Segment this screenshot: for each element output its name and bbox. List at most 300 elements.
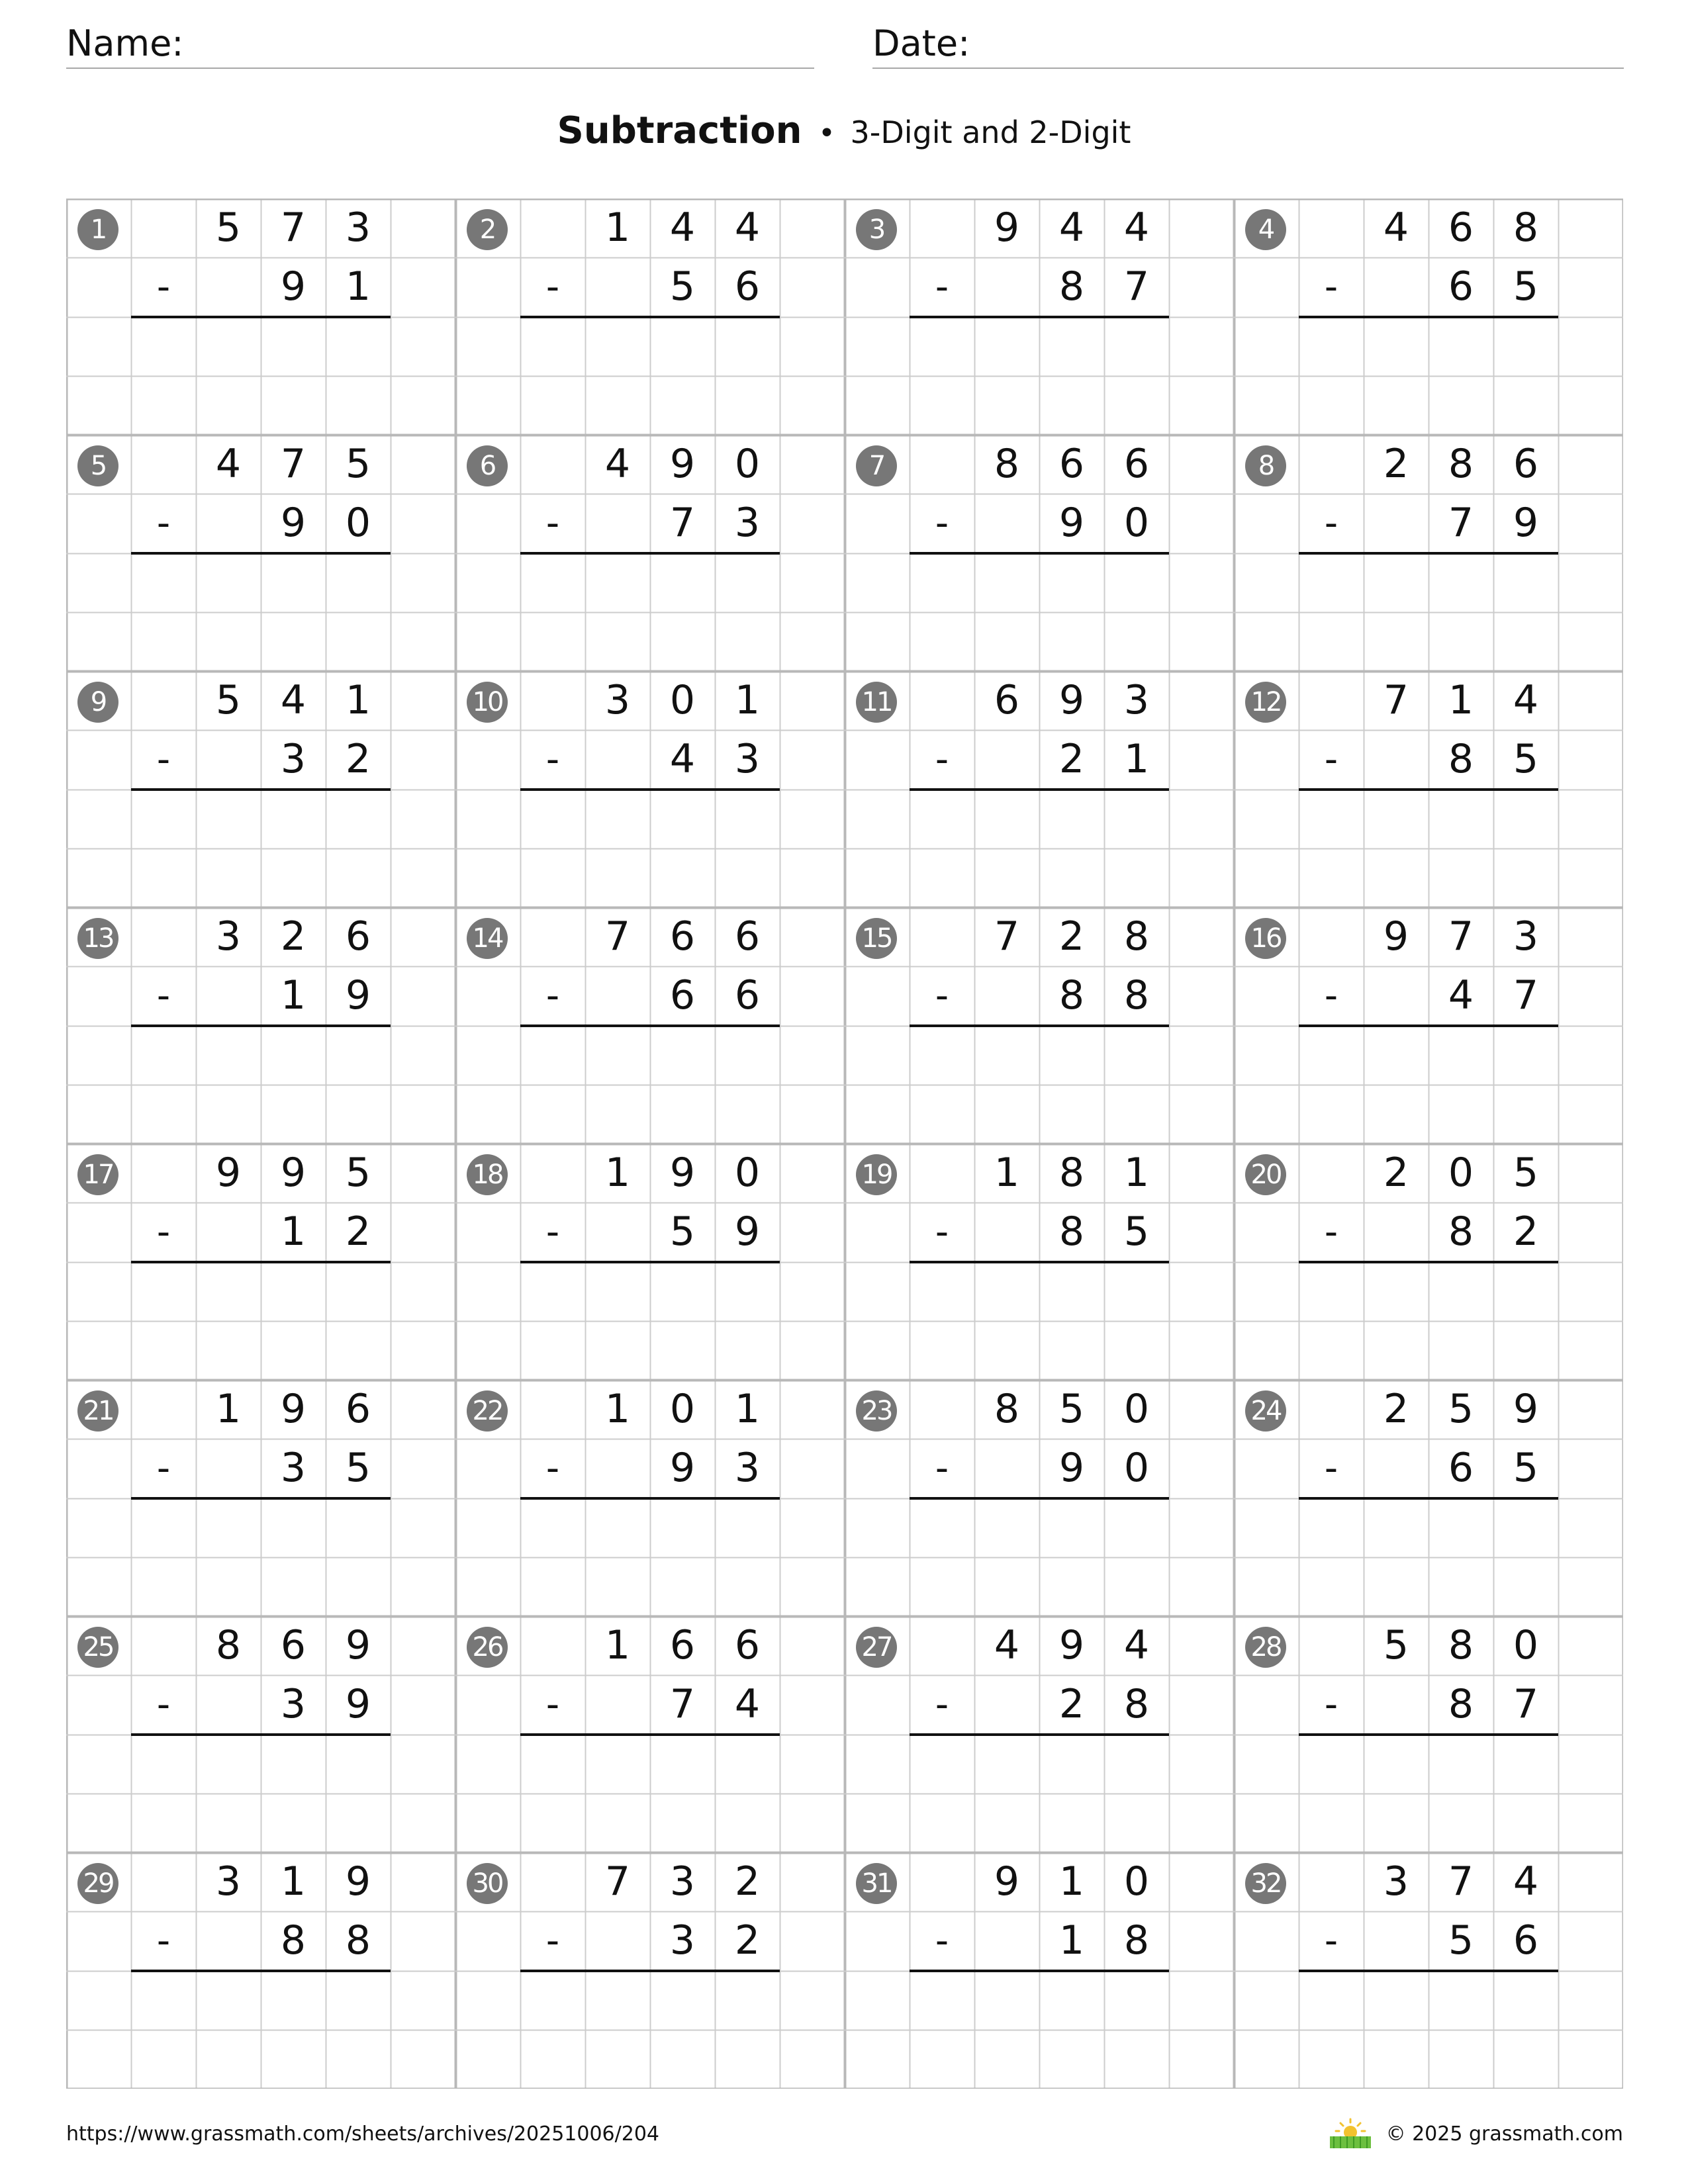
problem-cell — [66, 1380, 455, 1616]
answer-line — [131, 1024, 391, 1027]
problem-cell — [66, 435, 455, 671]
minuend-digit: 4 — [1513, 1858, 1539, 1905]
subtrahend-digit: 6 — [1448, 1445, 1474, 1492]
problem-cell — [66, 1852, 455, 2089]
minuend-digit: 9 — [215, 1150, 242, 1196]
problem-number-badge: 12 — [1245, 682, 1286, 723]
subtrahend-digit: 7 — [669, 500, 696, 547]
problem-cell — [455, 907, 845, 1144]
minuend-digit: 4 — [1383, 205, 1409, 251]
problem-number-badge: 19 — [856, 1154, 897, 1195]
answer-line — [131, 316, 391, 318]
problem-cell — [66, 1144, 455, 1380]
minuend-digit: 9 — [1513, 1386, 1539, 1432]
problem-cell — [845, 1144, 1234, 1380]
minuend-digit: 0 — [669, 677, 696, 723]
minus-sign: - — [935, 265, 949, 309]
minuend-digit: 1 — [345, 677, 371, 723]
problem-number-badge: 11 — [856, 682, 897, 723]
minus-sign: - — [935, 1210, 949, 1254]
problem-number-badge: 7 — [856, 445, 897, 486]
subtrahend-digit: 8 — [1058, 263, 1085, 310]
minus-sign: - — [1324, 502, 1338, 545]
subtrahend-digit: 6 — [1448, 263, 1474, 310]
subtrahend-digit: 8 — [1448, 1681, 1474, 1728]
subtrahend-digit: 3 — [734, 1445, 761, 1492]
minuend-digit: 7 — [604, 1858, 631, 1905]
subtrahend-digit: 8 — [1058, 1208, 1085, 1255]
minuend-digit: 5 — [1058, 1386, 1085, 1432]
minuend-digit: 9 — [1058, 677, 1085, 723]
minuend-digit: 1 — [280, 1858, 306, 1905]
subtrahend-digit: 1 — [1058, 1917, 1085, 1964]
problem-cell — [455, 1852, 845, 2089]
minuend-digit: 2 — [1058, 913, 1085, 960]
name-label: Name: — [66, 23, 184, 64]
problem-cell — [455, 1616, 845, 1852]
minuend-digit: 4 — [1123, 1622, 1150, 1668]
minuend-digit: 8 — [1448, 1622, 1474, 1668]
problem-number-badge: 18 — [467, 1154, 508, 1195]
minus-sign: - — [545, 265, 560, 309]
subtrahend-digit: 7 — [1513, 1681, 1539, 1728]
answer-line — [131, 1261, 391, 1263]
minuend-digit: 7 — [1383, 677, 1409, 723]
problem-number-badge: 27 — [856, 1627, 897, 1668]
problem-cell — [1234, 1616, 1623, 1852]
answer-line — [910, 1733, 1169, 1736]
problem-cell — [1234, 1852, 1623, 2089]
problem-number-badge: 26 — [467, 1627, 508, 1668]
subtrahend-digit: 5 — [1513, 1445, 1539, 1492]
minus-sign: - — [1324, 1919, 1338, 1963]
problem-number-badge: 29 — [77, 1863, 118, 1904]
minuend-digit: 8 — [1123, 913, 1150, 960]
minuend-digit: 3 — [215, 1858, 242, 1905]
subtrahend-digit: 2 — [1058, 1681, 1085, 1728]
subtrahend-digit: 7 — [1123, 263, 1150, 310]
subtrahend-digit: 5 — [1123, 1208, 1150, 1255]
problem-cell — [455, 1144, 845, 1380]
subtrahend-digit: 2 — [345, 736, 371, 783]
answer-line — [1299, 1261, 1558, 1263]
minuend-digit: 3 — [1513, 913, 1539, 960]
minus-sign: - — [545, 1683, 560, 1727]
problem-number-badge: 1 — [77, 209, 118, 250]
answer-line — [1299, 552, 1558, 555]
subtrahend-digit: 0 — [345, 500, 371, 547]
subtrahend-digit: 9 — [280, 500, 306, 547]
minuend-digit: 7 — [280, 441, 306, 487]
minus-sign: - — [1324, 1683, 1338, 1727]
minuend-digit: 0 — [734, 441, 761, 487]
answer-line — [520, 552, 780, 555]
answer-line — [520, 316, 780, 318]
minus-sign: - — [545, 1447, 560, 1490]
minus-sign: - — [1324, 1210, 1338, 1254]
answer-line — [131, 1970, 391, 1972]
minuend-digit: 0 — [1123, 1386, 1150, 1432]
subtrahend-digit: 3 — [734, 736, 761, 783]
minuend-digit: 8 — [994, 441, 1020, 487]
minuend-digit: 1 — [604, 1386, 631, 1432]
minus-sign: - — [1324, 974, 1338, 1018]
subtrahend-digit: 2 — [734, 1917, 761, 1964]
worksheet-title — [0, 105, 1688, 160]
problem-cell — [845, 1616, 1234, 1852]
minuend-digit: 1 — [604, 1150, 631, 1196]
minus-sign: - — [935, 974, 949, 1018]
answer-line — [910, 552, 1169, 555]
date-label: Date: — [872, 23, 970, 64]
minuend-digit: 0 — [1513, 1622, 1539, 1668]
minuend-digit: 7 — [1448, 1858, 1474, 1905]
minuend-digit: 4 — [604, 441, 631, 487]
minus-sign: - — [1324, 265, 1338, 309]
minuend-digit: 1 — [1448, 677, 1474, 723]
problem-cell — [845, 1380, 1234, 1616]
subtrahend-digit: 9 — [734, 1208, 761, 1255]
minuend-digit: 3 — [215, 913, 242, 960]
minuend-digit: 9 — [280, 1386, 306, 1432]
subtrahend-digit: 0 — [1123, 500, 1150, 547]
subtrahend-digit: 7 — [1513, 972, 1539, 1019]
minuend-digit: 9 — [669, 441, 696, 487]
minuend-digit: 6 — [669, 913, 696, 960]
minus-sign: - — [156, 738, 171, 782]
minuend-digit: 3 — [604, 677, 631, 723]
problem-number-badge: 3 — [856, 209, 897, 250]
subtrahend-digit: 5 — [345, 1445, 371, 1492]
minus-sign: - — [935, 1919, 949, 1963]
problem-number-badge: 21 — [77, 1390, 118, 1432]
minuend-digit: 4 — [734, 205, 761, 251]
minus-sign: - — [545, 974, 560, 1018]
minus-sign: - — [1324, 1447, 1338, 1490]
problem-number-badge: 30 — [467, 1863, 508, 1904]
subtrahend-digit: 4 — [1448, 972, 1474, 1019]
answer-line — [1299, 1733, 1558, 1736]
answer-line — [131, 552, 391, 555]
title-separator: • — [818, 116, 835, 150]
answer-line — [910, 1497, 1169, 1500]
minuend-digit: 4 — [1058, 205, 1085, 251]
minuend-digit: 6 — [734, 913, 761, 960]
subtrahend-digit: 3 — [280, 736, 306, 783]
problem-cell — [455, 199, 845, 435]
problem-number-badge: 13 — [77, 918, 118, 959]
title-main: Subtraction — [557, 109, 802, 152]
problem-cell — [845, 907, 1234, 1144]
minuend-digit: 1 — [604, 1622, 631, 1668]
minuend-digit: 2 — [280, 913, 306, 960]
minuend-digit: 4 — [1123, 205, 1150, 251]
problem-cell — [455, 1380, 845, 1616]
subtrahend-digit: 8 — [1123, 1681, 1150, 1728]
problem-cell — [845, 671, 1234, 907]
answer-line — [910, 1261, 1169, 1263]
subtrahend-digit: 8 — [1058, 972, 1085, 1019]
answer-line — [1299, 1970, 1558, 1972]
answer-line — [910, 1970, 1169, 1972]
subtrahend-digit: 4 — [669, 736, 696, 783]
minuend-digit: 5 — [345, 1150, 371, 1196]
minuend-digit: 6 — [669, 1622, 696, 1668]
problem-cell — [66, 1616, 455, 1852]
answer-line — [910, 788, 1169, 791]
minus-sign: - — [545, 502, 560, 545]
problem-cell — [455, 671, 845, 907]
minuend-digit: 6 — [994, 677, 1020, 723]
answer-line — [520, 1497, 780, 1500]
problem-number-badge: 32 — [1245, 1863, 1286, 1904]
name-field[interactable] — [66, 20, 814, 69]
answer-line — [520, 1733, 780, 1736]
minuend-digit: 6 — [1123, 441, 1150, 487]
minuend-digit: 5 — [1383, 1622, 1409, 1668]
subtrahend-digit: 9 — [1513, 500, 1539, 547]
minuend-digit: 0 — [1448, 1150, 1474, 1196]
problem-cell — [66, 199, 455, 435]
subtrahend-digit: 6 — [1513, 1917, 1539, 1964]
subtrahend-digit: 8 — [1123, 1917, 1150, 1964]
subtrahend-digit: 5 — [669, 263, 696, 310]
answer-line — [520, 1261, 780, 1263]
problem-number-badge: 20 — [1245, 1154, 1286, 1195]
answer-line — [910, 1024, 1169, 1027]
minus-sign: - — [545, 1919, 560, 1963]
problem-number-badge: 10 — [467, 682, 508, 723]
problem-number-badge: 28 — [1245, 1627, 1286, 1668]
minus-sign: - — [156, 502, 171, 545]
minuend-digit: 1 — [604, 205, 631, 251]
problem-cell — [66, 907, 455, 1144]
subtrahend-digit: 3 — [669, 1917, 696, 1964]
problem-cell — [66, 671, 455, 907]
minus-sign: - — [156, 1447, 171, 1490]
minuend-digit: 0 — [734, 1150, 761, 1196]
minuend-digit: 6 — [734, 1622, 761, 1668]
subtrahend-digit: 3 — [734, 500, 761, 547]
minuend-digit: 4 — [994, 1622, 1020, 1668]
problem-cell — [455, 435, 845, 671]
minuend-digit: 0 — [669, 1386, 696, 1432]
answer-line — [520, 788, 780, 791]
subtrahend-digit: 1 — [280, 1208, 306, 1255]
minuend-digit: 1 — [215, 1386, 242, 1432]
subtrahend-digit: 8 — [1448, 736, 1474, 783]
minuend-digit: 5 — [345, 441, 371, 487]
subtrahend-digit: 5 — [1513, 263, 1539, 310]
answer-line — [1299, 1497, 1558, 1500]
subtrahend-digit: 2 — [345, 1208, 371, 1255]
answer-line — [1299, 788, 1558, 791]
minuend-digit: 2 — [1383, 441, 1409, 487]
answer-line — [1299, 316, 1558, 318]
minuend-digit: 3 — [669, 1858, 696, 1905]
problem-number-badge: 15 — [856, 918, 897, 959]
problem-cell — [1234, 435, 1623, 671]
minuend-digit: 6 — [280, 1622, 306, 1668]
minus-sign: - — [156, 1919, 171, 1963]
minuend-digit: 6 — [1058, 441, 1085, 487]
problem-number-badge: 6 — [467, 445, 508, 486]
answer-line — [131, 1497, 391, 1500]
minuend-digit: 3 — [1383, 1858, 1409, 1905]
problem-number-badge: 9 — [77, 682, 118, 723]
minuend-digit: 1 — [994, 1150, 1020, 1196]
answer-line — [520, 1024, 780, 1027]
minuend-digit: 8 — [1058, 1150, 1085, 1196]
subtrahend-digit: 9 — [669, 1445, 696, 1492]
problem-number-badge: 23 — [856, 1390, 897, 1432]
minus-sign: - — [935, 502, 949, 545]
subtrahend-digit: 6 — [669, 972, 696, 1019]
subtrahend-digit: 9 — [280, 263, 306, 310]
subtrahend-digit: 8 — [1123, 972, 1150, 1019]
minuend-digit: 5 — [1513, 1150, 1539, 1196]
minuend-digit: 3 — [345, 205, 371, 251]
minuend-digit: 9 — [280, 1150, 306, 1196]
minuend-digit: 5 — [215, 677, 242, 723]
subtrahend-digit: 6 — [734, 972, 761, 1019]
subtrahend-digit: 3 — [280, 1445, 306, 1492]
subtrahend-digit: 3 — [280, 1681, 306, 1728]
problem-number-badge: 2 — [467, 209, 508, 250]
problem-number-badge: 24 — [1245, 1390, 1286, 1432]
minuend-digit: 8 — [1448, 441, 1474, 487]
problem-number-badge: 25 — [77, 1627, 118, 1668]
date-field[interactable] — [872, 20, 1624, 69]
problem-grid — [66, 199, 1623, 2089]
subtrahend-digit: 2 — [1058, 736, 1085, 783]
problem-cell — [845, 1852, 1234, 2089]
minuend-digit: 6 — [345, 1386, 371, 1432]
minuend-digit: 9 — [669, 1150, 696, 1196]
footer-copyright: © 2025 grassmath.com — [1385, 2122, 1623, 2146]
minus-sign: - — [545, 738, 560, 782]
footer-url: https://www.grassmath.com/sheets/archives/20251006/204 — [66, 2122, 660, 2146]
answer-line — [910, 316, 1169, 318]
subtrahend-digit: 8 — [345, 1917, 371, 1964]
subtrahend-digit: 8 — [280, 1917, 306, 1964]
minus-sign: - — [156, 1683, 171, 1727]
minuend-digit: 1 — [1058, 1858, 1085, 1905]
subtrahend-digit: 5 — [1448, 1917, 1474, 1964]
answer-line — [131, 788, 391, 791]
minuend-digit: 0 — [1123, 1858, 1150, 1905]
problem-cell — [845, 435, 1234, 671]
problem-cell — [1234, 199, 1623, 435]
minuend-digit: 6 — [1448, 205, 1474, 251]
minus-sign: - — [156, 974, 171, 1018]
grass-sun-logo-icon — [1327, 2116, 1374, 2150]
subtrahend-digit: 4 — [734, 1681, 761, 1728]
minuend-digit: 5 — [215, 205, 242, 251]
problem-cell — [1234, 671, 1623, 907]
subtrahend-digit: 9 — [1058, 500, 1085, 547]
problem-number-badge: 4 — [1245, 209, 1286, 250]
problem-number-badge: 14 — [467, 918, 508, 959]
minuend-digit: 9 — [345, 1858, 371, 1905]
minuend-digit: 8 — [994, 1386, 1020, 1432]
problem-number-badge: 22 — [467, 1390, 508, 1432]
problem-cell — [845, 199, 1234, 435]
subtrahend-digit: 1 — [345, 263, 371, 310]
minuend-digit: 4 — [215, 441, 242, 487]
minuend-digit: 7 — [280, 205, 306, 251]
minuend-digit: 1 — [734, 1386, 761, 1432]
problem-cell — [1234, 1144, 1623, 1380]
subtrahend-digit: 0 — [1123, 1445, 1150, 1492]
minuend-digit: 1 — [734, 677, 761, 723]
minuend-digit: 6 — [1513, 441, 1539, 487]
subtrahend-digit: 9 — [345, 972, 371, 1019]
minuend-digit: 7 — [604, 913, 631, 960]
answer-line — [520, 1970, 780, 1972]
minuend-digit: 3 — [1123, 677, 1150, 723]
minus-sign: - — [1324, 738, 1338, 782]
minuend-digit: 2 — [734, 1858, 761, 1905]
problem-number-badge: 17 — [77, 1154, 118, 1195]
problem-number-badge: 31 — [856, 1863, 897, 1904]
subtrahend-digit: 1 — [1123, 736, 1150, 783]
answer-line — [1299, 1024, 1558, 1027]
subtrahend-digit: 5 — [1513, 736, 1539, 783]
subtrahend-digit: 1 — [280, 972, 306, 1019]
minuend-digit: 9 — [1058, 1622, 1085, 1668]
minuend-digit: 8 — [1513, 205, 1539, 251]
subtrahend-digit: 9 — [1058, 1445, 1085, 1492]
subtrahend-digit: 2 — [1513, 1208, 1539, 1255]
minuend-digit: 4 — [1513, 677, 1539, 723]
minuend-digit: 6 — [345, 913, 371, 960]
minus-sign: - — [935, 1683, 949, 1727]
subtrahend-digit: 8 — [1448, 1208, 1474, 1255]
title-subtitle: 3-Digit and 2-Digit — [850, 114, 1131, 150]
minuend-digit: 1 — [1123, 1150, 1150, 1196]
subtrahend-digit: 9 — [345, 1681, 371, 1728]
minus-sign: - — [156, 1210, 171, 1254]
subtrahend-digit: 5 — [669, 1208, 696, 1255]
minuend-digit: 8 — [215, 1622, 242, 1668]
minuend-digit: 9 — [1383, 913, 1409, 960]
subtrahend-digit: 7 — [1448, 500, 1474, 547]
minuend-digit: 5 — [1448, 1386, 1474, 1432]
minuend-digit: 9 — [345, 1622, 371, 1668]
minuend-digit: 2 — [1383, 1386, 1409, 1432]
problem-cell — [1234, 907, 1623, 1144]
problem-cell — [1234, 1380, 1623, 1616]
minuend-digit: 7 — [994, 913, 1020, 960]
subtrahend-digit: 7 — [669, 1681, 696, 1728]
subtrahend-digit: 6 — [734, 263, 761, 310]
problem-number-badge: 16 — [1245, 918, 1286, 959]
minuend-digit: 2 — [1383, 1150, 1409, 1196]
answer-line — [131, 1733, 391, 1736]
minus-sign: - — [545, 1210, 560, 1254]
minuend-digit: 4 — [669, 205, 696, 251]
minus-sign: - — [935, 1447, 949, 1490]
minuend-digit: 9 — [994, 205, 1020, 251]
problem-number-badge: 8 — [1245, 445, 1286, 486]
minuend-digit: 9 — [994, 1858, 1020, 1905]
problem-number-badge: 5 — [77, 445, 118, 486]
minus-sign: - — [156, 265, 171, 309]
minuend-digit: 7 — [1448, 913, 1474, 960]
minuend-digit: 4 — [280, 677, 306, 723]
minus-sign: - — [935, 738, 949, 782]
